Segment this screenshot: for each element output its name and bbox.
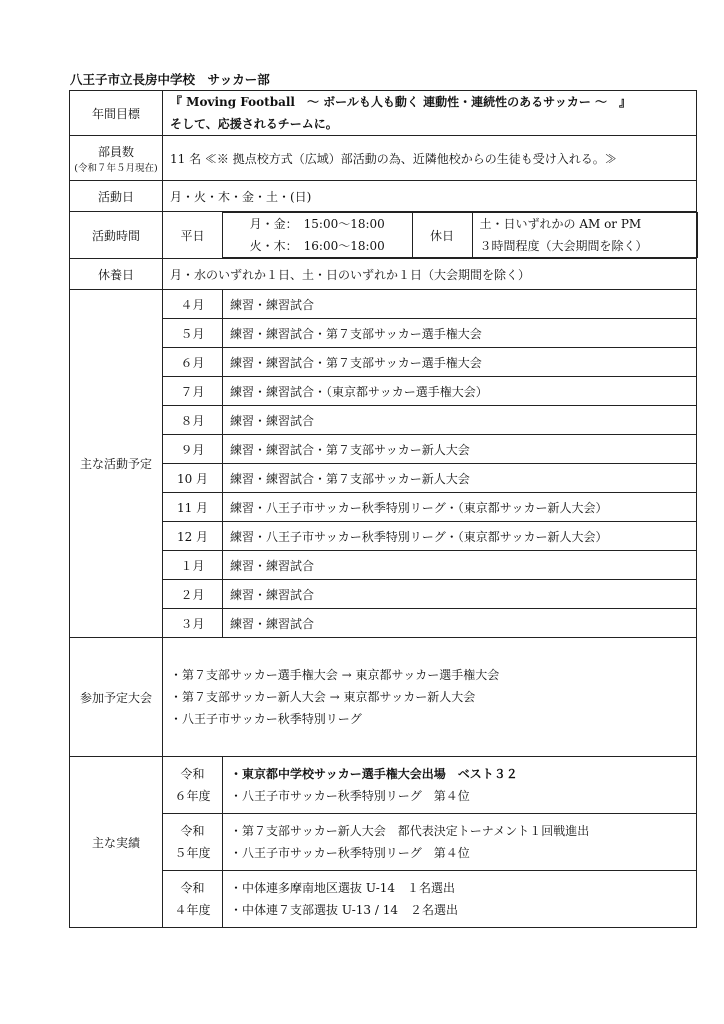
holiday-times xyxy=(472,213,697,258)
schedule-row xyxy=(70,435,697,464)
rest-days-row xyxy=(70,259,697,290)
tournament-item: ・第７支部サッカー新人大会 → 東京都サッカー新人大会 xyxy=(170,690,476,704)
goal-line-1: 『 Moving Football ～ ボールも人も動く 連動性・連続性のあるサッカー ～ 』 xyxy=(170,95,632,109)
goal-line-2: そして、応援されるチームに。 xyxy=(170,117,338,131)
schedule-month: ８月 xyxy=(163,406,223,435)
tournaments-label: 参加予定大会 xyxy=(70,638,163,757)
schedule-row xyxy=(70,464,697,493)
schedule-plan: 練習・八王子市サッカー秋季特別リーグ・（東京都サッカー新人大会） xyxy=(223,493,697,522)
results-year xyxy=(163,814,223,871)
schedule-row xyxy=(70,609,697,638)
schedule-month: ５月 xyxy=(163,319,223,348)
weekday-times xyxy=(223,213,412,258)
weekday-time-line-2: 火・木： 16:00～18:00 xyxy=(249,239,385,253)
schedule-label: 主な活動予定 xyxy=(70,290,163,638)
tournament-item: ・第７支部サッカー選手権大会 → 東京都サッカー選手権大会 xyxy=(170,668,500,682)
activity-time-row xyxy=(70,212,697,259)
schedule-row xyxy=(70,377,697,406)
schedule-month: ９月 xyxy=(163,435,223,464)
club-info-table xyxy=(69,90,697,928)
results-line: ・八王子市サッカー秋季特別リーグ 第４位 xyxy=(230,846,470,860)
tournaments-row xyxy=(70,638,697,757)
schedule-row xyxy=(70,551,697,580)
results-detail xyxy=(223,871,697,928)
schedule-row xyxy=(70,290,697,319)
schedule-month: ７月 xyxy=(163,377,223,406)
goal-row xyxy=(70,91,697,136)
schedule-plan: 練習・練習試合 xyxy=(223,580,697,609)
results-year xyxy=(163,757,223,814)
results-era: 令和 xyxy=(180,824,205,838)
results-row xyxy=(70,871,697,928)
schedule-plan: 練習・練習試合 xyxy=(223,551,697,580)
weekday-label: 平日 xyxy=(163,212,223,259)
schedule-month: 12 月 xyxy=(163,522,223,551)
schedule-row xyxy=(70,493,697,522)
schedule-month: ６月 xyxy=(163,348,223,377)
results-fiscal-year: ５年度 xyxy=(174,846,211,860)
results-detail xyxy=(223,757,697,814)
schedule-plan: 練習・練習試合 xyxy=(223,290,697,319)
schedule-month: ２月 xyxy=(163,580,223,609)
results-line: ・第７支部サッカー新人大会 都代表決定トーナメント１回戦進出 xyxy=(230,824,590,838)
results-row xyxy=(70,757,697,814)
schedule-plan: 練習・練習試合・（東京都サッカー選手権大会） xyxy=(223,377,697,406)
schedule-row xyxy=(70,406,697,435)
document-title: 八王子市立長房中学校 サッカー部 xyxy=(70,72,270,87)
results-era: 令和 xyxy=(180,767,205,781)
activity-time-detail xyxy=(223,212,697,259)
goal-label: 年間目標 xyxy=(70,91,163,136)
results-fiscal-year: ６年度 xyxy=(174,789,211,803)
schedule-month: ３月 xyxy=(163,609,223,638)
activity-time-label: 活動時間 xyxy=(70,212,163,259)
results-fiscal-year: ４年度 xyxy=(174,903,211,917)
results-line: ・中体連多摩南地区選抜 U-14 １名選出 xyxy=(230,881,456,895)
activity-days-label: 活動日 xyxy=(70,181,163,212)
schedule-plan: 練習・練習試合・第７支部サッカー新人大会 xyxy=(223,464,697,493)
tournaments-list xyxy=(163,638,697,757)
members-value: 11 名 ≪※ 拠点校方式（広域）部活動の為、近隣他校からの生徒も受け入れる。≫ xyxy=(163,136,697,181)
schedule-month: 10 月 xyxy=(163,464,223,493)
schedule-plan: 練習・練習試合・第７支部サッカー選手権大会 xyxy=(223,319,697,348)
results-era: 令和 xyxy=(180,881,205,895)
schedule-row xyxy=(70,319,697,348)
schedule-plan: 練習・八王子市サッカー秋季特別リーグ・（東京都サッカー新人大会） xyxy=(223,522,697,551)
goal-value xyxy=(163,91,697,136)
holiday-label: 休日 xyxy=(412,213,472,258)
schedule-plan: 練習・練習試合 xyxy=(223,406,697,435)
members-label: 部員数 xyxy=(97,144,134,159)
rest-days-value: 月・水のいずれか１日、土・日のいずれか１日（大会期間を除く） xyxy=(163,259,697,290)
rest-days-label: 休養日 xyxy=(70,259,163,290)
results-line: ・八王子市サッカー秋季特別リーグ 第４位 xyxy=(230,789,470,803)
schedule-month: １月 xyxy=(163,551,223,580)
schedule-plan: 練習・練習試合 xyxy=(223,609,697,638)
schedule-row xyxy=(70,348,697,377)
results-year xyxy=(163,871,223,928)
members-sublabel: (令和７年５月現在) xyxy=(74,162,158,174)
results-detail xyxy=(223,814,697,871)
members-row xyxy=(70,136,697,181)
holiday-time-line-2: ３時間程度（大会期間を除く） xyxy=(479,239,648,253)
activity-days-row xyxy=(70,181,697,212)
schedule-row xyxy=(70,522,697,551)
activity-days-value: 月・火・木・金・土・(日) xyxy=(163,181,697,212)
schedule-month: 11 月 xyxy=(163,493,223,522)
results-line: ・東京都中学校サッカー選手権大会出場 ベスト３２ xyxy=(230,767,518,781)
results-line: ・中体連７支部選抜 U-13 / 14 ２名選出 xyxy=(230,903,458,917)
results-label: 主な実績 xyxy=(70,757,163,928)
tournament-item: ・八王子市サッカー秋季特別リーグ xyxy=(170,712,362,726)
schedule-row xyxy=(70,580,697,609)
holiday-time-line-1: 土・日いずれかの AM or PM xyxy=(479,217,642,231)
weekday-time-line-1: 月・金： 15:00～18:00 xyxy=(249,217,385,231)
members-label-cell xyxy=(70,136,163,181)
schedule-plan: 練習・練習試合・第７支部サッカー選手権大会 xyxy=(223,348,697,377)
schedule-plan: 練習・練習試合・第７支部サッカー新人大会 xyxy=(223,435,697,464)
schedule-month: ４月 xyxy=(163,290,223,319)
results-row xyxy=(70,814,697,871)
